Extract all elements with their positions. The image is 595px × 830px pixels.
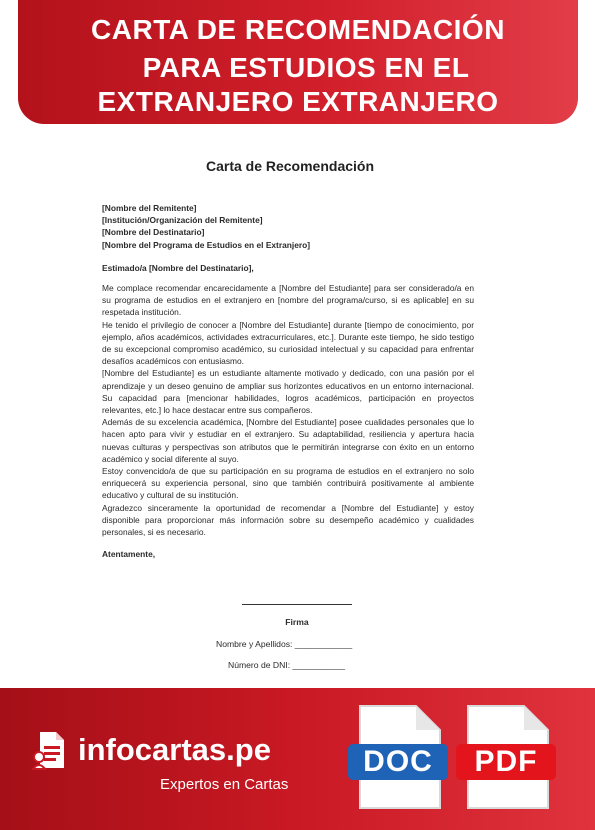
brand-name: infocartas.pe	[78, 732, 271, 767]
banner-title-line-1: CARTA DE RECOMENDACIÓN	[91, 14, 505, 45]
document-title: Carta de Recomendación	[205, 158, 375, 174]
signature-label: Firma	[285, 617, 309, 627]
brand-logo[interactable]	[32, 730, 271, 770]
dni-field: Número de DNI: ___________	[228, 660, 346, 670]
doc-file-icon[interactable]	[352, 704, 444, 812]
body-paragraph: Estoy convencido/a de que su participación en su programa de estudios en el extranjero no solo enriquecerá su experiencia personal, sino que también contribuirá positivamente al ambiente educativo y cultural de su institución.	[102, 466, 474, 501]
body-paragraph: He tenido el privilegio de conocer a [Nombre del Estudiante] durante [tiempo de conocimiento, por ejemplo, años académicos, actividades extracurriculares, etc.]. Durante este tiempo, he sido testigo de su excepcional compromiso académico, su curiosidad intelectual y su capacidad para enfrentar desafíos académicos con entusiasmo.	[102, 319, 474, 367]
body-paragraph: [Nombre del Estudiante] es un estudiante altamente motivado y dedicado, con una pasión por el aprendizaje y un deseo genuino de ampliar sus horizontes educativos en un entorno internacional. Su capacidad para [mencionar habilidades, logros académicos, participación en proyectos relevantes, etc.] lo hace destacar entre sus compañeros.	[102, 368, 474, 416]
name-field: Nombre y Apellidos: ____________	[216, 639, 353, 649]
body-paragraph: Agradezco sinceramente la oportunidad de recomendar a [Nombre del Estudiante] y estoy disponible para proporcionar más información sobre su desempeño académico y cualidades personales, si es necesario.	[102, 502, 474, 538]
body-paragraph: Además de su excelencia académica, [Nombre del Estudiante] posee cualidades personales que lo hacen apto para vivir y estudiar en el extranjero. Su adaptabilidad, resiliencia y apertura hacia nuevas culturas y perspectivas son atributos que le permitirán integrarse con éxito en un entorno académico y social diferente al suyo.	[102, 417, 474, 464]
document-icon	[32, 730, 68, 770]
doc-badge-label: DOC	[348, 744, 448, 780]
sender-line: [Nombre del Destinatario]	[102, 227, 205, 238]
greeting: Estimado/a [Nombre del Destinatario],	[102, 263, 254, 273]
letter-body	[102, 282, 474, 538]
banner-title-line-3: EXTRANJERO EXTRANJERO	[97, 86, 499, 117]
sender-line: [Institución/Organización del Remitente]	[102, 215, 263, 226]
sender-line: [Nombre del Remitente]	[102, 203, 197, 213]
banner-title-line-2: PARA ESTUDIOS EN EL	[142, 52, 470, 83]
header-banner	[18, 0, 578, 124]
sender-block	[102, 202, 310, 251]
pdf-file-icon[interactable]	[460, 704, 552, 812]
sender-line: [Nombre del Programa de Estudios en el Extranjero]	[102, 239, 311, 250]
pdf-badge-label: PDF	[456, 744, 556, 780]
footer	[0, 688, 595, 830]
signature-line	[242, 604, 352, 605]
brand-tagline: Expertos en Cartas	[160, 776, 289, 793]
body-paragraph: Me complace recomendar encarecidamente a [Nombre del Estudiante] para ser considerado/a en su programa de estudios en el extranjero en [nombre del programa/curso, si es aplicable] en su respetada institución.	[102, 283, 474, 318]
closing: Atentamente,	[102, 549, 156, 559]
